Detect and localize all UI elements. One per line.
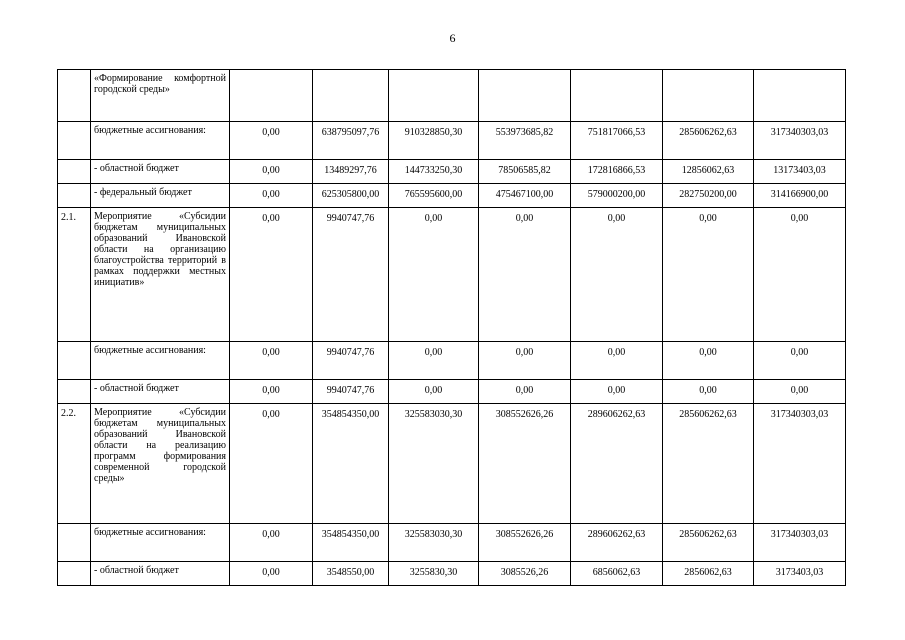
value-cell: 0,00 (754, 342, 846, 380)
value-cell: 9940747,76 (313, 342, 389, 380)
row-description-cell: «Формирование комфортной городской среды» (91, 70, 230, 122)
value-cell: 289606262,63 (571, 524, 663, 562)
value-cell (230, 70, 313, 122)
value-cell: 289606262,63 (571, 404, 663, 524)
value-cell: 317340303,03 (754, 122, 846, 160)
value-cell: 0,00 (754, 208, 846, 342)
value-cell: 285606262,63 (663, 524, 754, 562)
row-description-cell: - областной бюджет (91, 380, 230, 404)
row-description-cell: бюджетные ассигнования: (91, 122, 230, 160)
row-description-cell: - федеральный бюджет (91, 184, 230, 208)
value-cell: 625305800,00 (313, 184, 389, 208)
table-row (58, 208, 846, 342)
value-cell: 354854350,00 (313, 524, 389, 562)
value-cell (389, 70, 479, 122)
value-cell: 317340303,03 (754, 404, 846, 524)
table-row (58, 160, 846, 184)
row-description-cell: Мероприятие «Субсидии бюджетам муниципальных образований Ивановской области на организацию благоустройства территорий в рамках поддержки местных инициатив» (91, 208, 230, 342)
value-cell: 354854350,00 (313, 404, 389, 524)
value-cell: 751817066,53 (571, 122, 663, 160)
row-index-cell (58, 562, 91, 586)
value-cell (663, 70, 754, 122)
value-cell: 0,00 (389, 380, 479, 404)
value-cell: 0,00 (230, 562, 313, 586)
value-cell: 0,00 (230, 184, 313, 208)
value-cell: 308552626,26 (479, 524, 571, 562)
row-index-cell (58, 380, 91, 404)
row-description-cell: бюджетные ассигнования: (91, 342, 230, 380)
value-cell: 325583030,30 (389, 524, 479, 562)
value-cell: 475467100,00 (479, 184, 571, 208)
table-row (58, 122, 846, 160)
value-cell: 12856062,63 (663, 160, 754, 184)
row-index-cell (58, 160, 91, 184)
value-cell: 2856062,63 (663, 562, 754, 586)
table-row (58, 184, 846, 208)
value-cell: 0,00 (230, 524, 313, 562)
value-cell: 144733250,30 (389, 160, 479, 184)
row-index-cell (58, 524, 91, 562)
value-cell: 0,00 (571, 208, 663, 342)
value-cell: 9940747,76 (313, 380, 389, 404)
value-cell: 0,00 (230, 404, 313, 524)
row-description-cell: бюджетные ассигнования: (91, 524, 230, 562)
value-cell: 0,00 (479, 208, 571, 342)
value-cell: 0,00 (479, 342, 571, 380)
value-cell: 0,00 (389, 342, 479, 380)
value-cell: 0,00 (230, 122, 313, 160)
row-index-cell: 2.1. (58, 208, 91, 342)
value-cell: 3255830,30 (389, 562, 479, 586)
value-cell: 0,00 (230, 342, 313, 380)
value-cell: 317340303,03 (754, 524, 846, 562)
value-cell (754, 70, 846, 122)
row-index-cell (58, 122, 91, 160)
row-index-cell (58, 184, 91, 208)
value-cell (571, 70, 663, 122)
value-cell: 13489297,76 (313, 160, 389, 184)
row-index-cell: 2.2. (58, 404, 91, 524)
value-cell: 3173403,03 (754, 562, 846, 586)
value-cell: 0,00 (479, 380, 571, 404)
table-row (58, 342, 846, 380)
value-cell: 3085526,26 (479, 562, 571, 586)
value-cell: 285606262,63 (663, 404, 754, 524)
row-description-cell: Мероприятие «Субсидии бюджетам муниципальных образований Ивановской области на реализацию программ формирования современной городской среды» (91, 404, 230, 524)
value-cell: 78506585,82 (479, 160, 571, 184)
value-cell (313, 70, 389, 122)
value-cell: 285606262,63 (663, 122, 754, 160)
row-description-cell: - областной бюджет (91, 160, 230, 184)
value-cell: 0,00 (754, 380, 846, 404)
value-cell: 0,00 (663, 208, 754, 342)
row-index-cell (58, 70, 91, 122)
budget-table (57, 69, 846, 586)
value-cell (479, 70, 571, 122)
value-cell: 308552626,26 (479, 404, 571, 524)
value-cell: 0,00 (663, 380, 754, 404)
table-row (58, 562, 846, 586)
table-row (58, 404, 846, 524)
value-cell: 3548550,00 (313, 562, 389, 586)
value-cell: 638795097,76 (313, 122, 389, 160)
value-cell: 0,00 (389, 208, 479, 342)
value-cell: 0,00 (230, 208, 313, 342)
value-cell: 0,00 (230, 160, 313, 184)
value-cell: 0,00 (663, 342, 754, 380)
value-cell: 282750200,00 (663, 184, 754, 208)
value-cell: 910328850,30 (389, 122, 479, 160)
value-cell: 13173403,03 (754, 160, 846, 184)
row-description-cell: - областной бюджет (91, 562, 230, 586)
value-cell: 553973685,82 (479, 122, 571, 160)
page-number: 6 (449, 31, 456, 45)
budget-table-body (58, 70, 846, 586)
value-cell: 0,00 (230, 380, 313, 404)
value-cell: 172816866,53 (571, 160, 663, 184)
table-row (58, 380, 846, 404)
table-row (58, 524, 846, 562)
value-cell: 325583030,30 (389, 404, 479, 524)
value-cell: 0,00 (571, 380, 663, 404)
table-row (58, 70, 846, 122)
value-cell: 314166900,00 (754, 184, 846, 208)
value-cell: 579000200,00 (571, 184, 663, 208)
value-cell: 0,00 (571, 342, 663, 380)
value-cell: 9940747,76 (313, 208, 389, 342)
value-cell: 765595600,00 (389, 184, 479, 208)
row-index-cell (58, 342, 91, 380)
value-cell: 6856062,63 (571, 562, 663, 586)
